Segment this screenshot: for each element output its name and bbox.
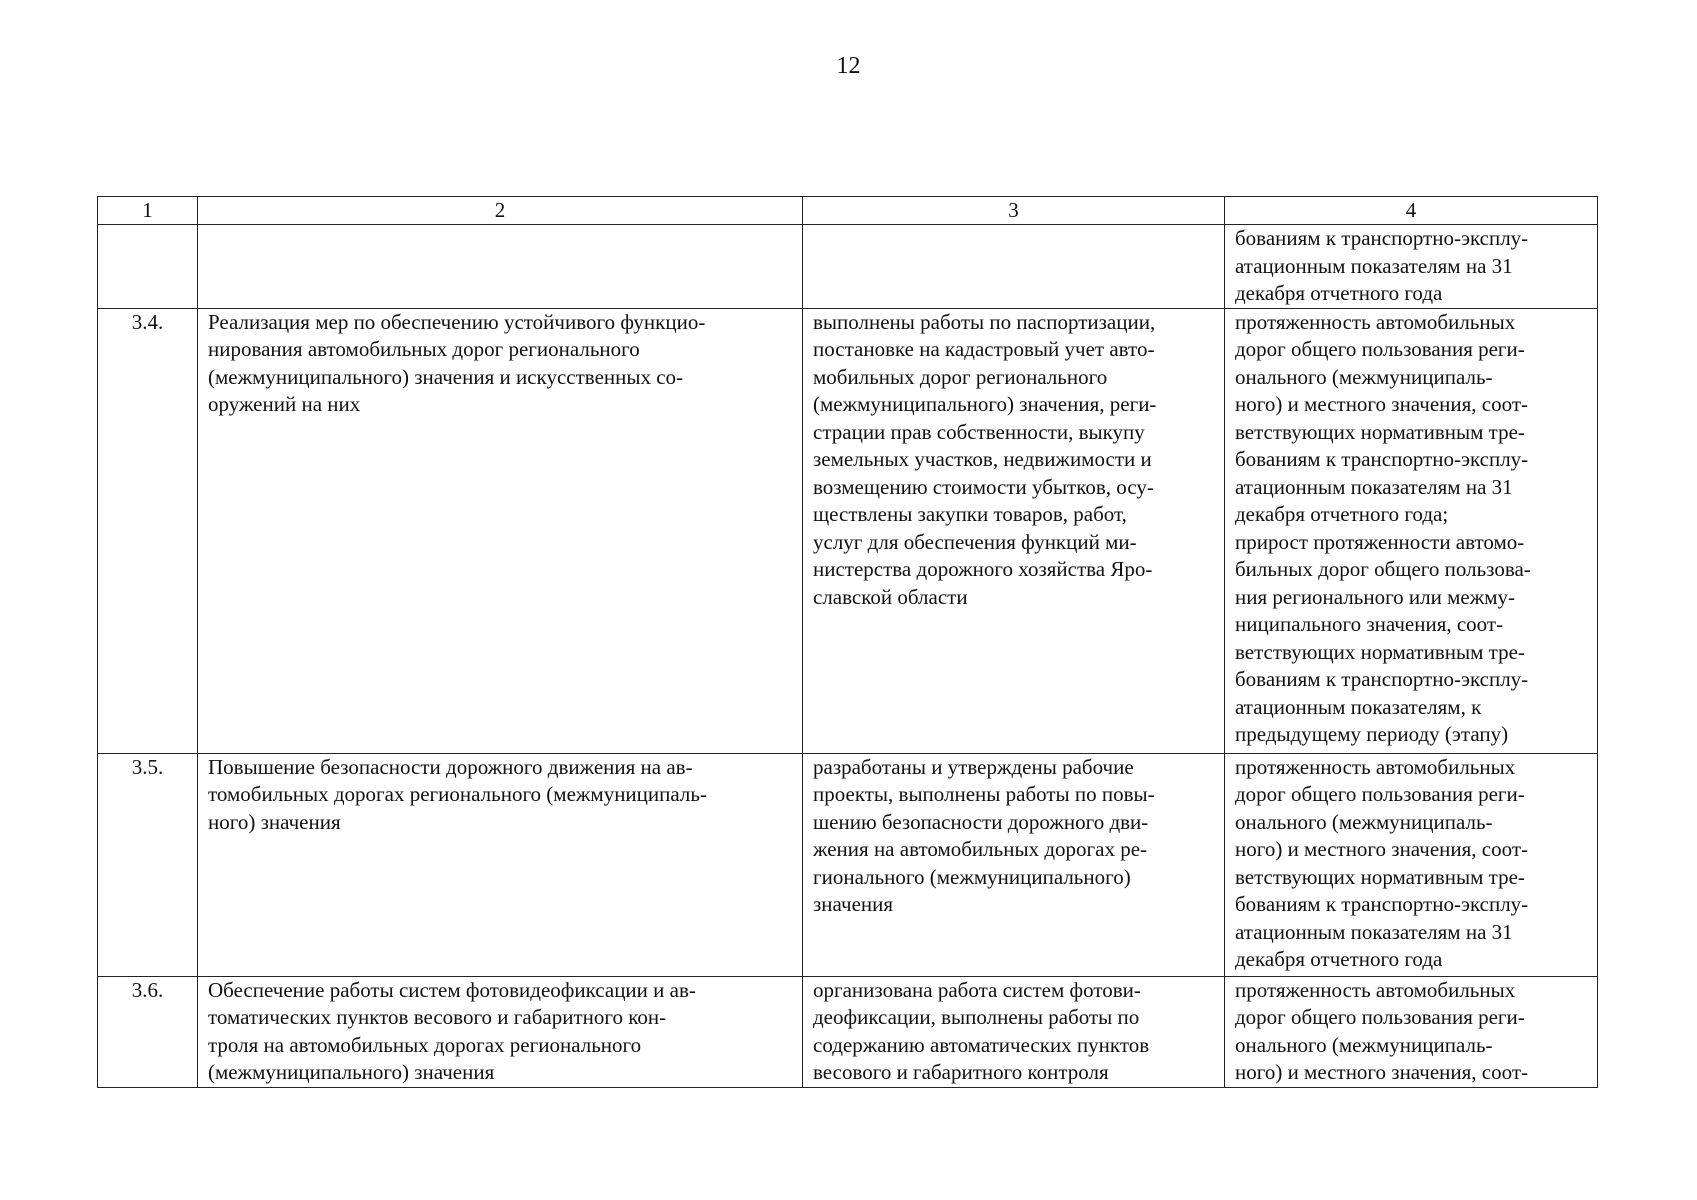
indicator-cell	[1225, 308, 1598, 753]
page-number: 12	[836, 53, 861, 79]
activity-cell	[198, 308, 803, 753]
row-number	[98, 308, 198, 753]
activity-text: Повышение безопасности дорожного движения на ав- томобильных дорогах регионального (межмуниципаль- ного) значения	[208, 754, 707, 834]
row-number	[98, 976, 198, 1087]
result-cell	[803, 976, 1225, 1087]
table-row	[98, 225, 1598, 309]
activity-cell	[198, 753, 803, 976]
row-number	[98, 225, 198, 309]
indicator-cell	[1225, 225, 1598, 309]
indicator-text: протяженность автомобильных дорог общего пользования реги- онального (межмуниципаль- ного) и местного значения, соот- ветствующих нормативным тре- бованиям к транспортно-эксплу- атационным показателям на 31 декабря отчетного года; прирост протяженности автомо- бильных дорог общего пользова- ния регионального или межму- ниципального значения, соот- ветствующих нормативным тре- бованиям к транспортно-эксплу- атационным показателям, к предыдущему периоду (этапу)	[1235, 309, 1531, 746]
result-text: организована работа систем фотови- деофиксации, выполнены работы по содержанию автоматических пунктов весового и габаритного контроля	[813, 977, 1150, 1084]
result-cell	[803, 308, 1225, 753]
activity-text: Реализация мер по обеспечению устойчивого функцио- нирования автомобильных дорог регионального (межмуниципального) значения и искусственных со- оружений на них	[208, 309, 706, 416]
activity-cell	[198, 225, 803, 309]
result-text: разработаны и утверждены рабочие проекты, выполнены работы по повы- шению безопасности дорожного дви- жения на автомобильных дорогах ре- гионального (межмуниципального) значения	[813, 754, 1155, 916]
row-number	[98, 753, 198, 976]
result-text: выполнены работы по паспортизации, постановке на кадастровый учет авто- мобильных дорог регионального (межмуниципального) значения, реги- страции прав собственности, выкупу земельных участков, недвижимости и возмещению стоимости убытков, осу- ществлены закупки товаров, работ, услуг для обеспечения функций ми- нистерства дорожного хозяйства Яро- славской области	[813, 309, 1157, 609]
column-header-1: 1	[98, 197, 198, 225]
row-number-text: 3.6.	[131, 977, 164, 1002]
row-number-text: 3.4.	[131, 309, 164, 334]
indicator-cell	[1225, 976, 1598, 1087]
activity-text: Обеспечение работы систем фотовидеофиксации и ав- томатических пунктов весового и габаритного кон- троля на автомобильных дорогах регионального (межмуниципального) значения	[208, 977, 696, 1084]
activity-cell	[198, 976, 803, 1087]
measures-table	[97, 196, 1598, 1088]
column-header-4: 4	[1225, 197, 1598, 225]
column-header-2: 2	[198, 197, 803, 225]
result-cell	[803, 753, 1225, 976]
result-cell	[803, 225, 1225, 309]
indicator-text: протяженность автомобильных дорог общего пользования реги- онального (межмуниципаль- ного) и местного значения, соот- ветствующих нормативным тре- бованиям к транспортно-эксплу- атационным показателям на 31 декабря отчетного года	[1235, 754, 1529, 971]
table-row	[98, 976, 1598, 1087]
table-row	[98, 308, 1598, 753]
column-header-3: 3	[803, 197, 1225, 225]
row-number-text: 3.5.	[131, 754, 164, 779]
indicator-text: бованиям к транспортно-эксплу- атационным показателям на 31 декабря отчетного года	[1235, 226, 1529, 305]
indicator-cell	[1225, 753, 1598, 976]
indicator-text: протяженность автомобильных дорог общего пользования реги- онального (межмуниципаль- ного) и местного значения, соот-	[1235, 977, 1529, 1084]
table-row	[98, 753, 1598, 976]
table-header-row	[98, 197, 1598, 225]
